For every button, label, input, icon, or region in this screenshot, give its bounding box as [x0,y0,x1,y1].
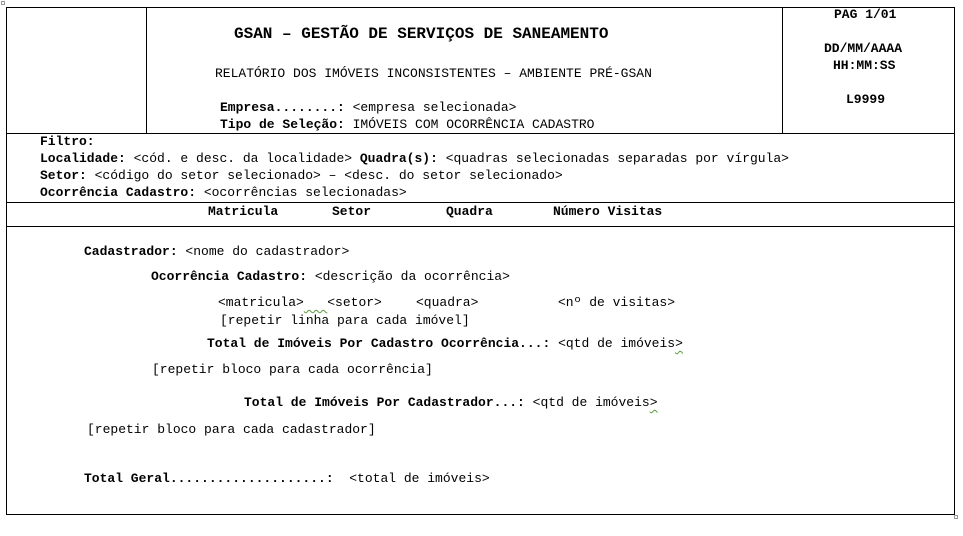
repeat-cadastrador-note: [repetir bloco para cada cadastrador] [87,422,376,437]
total-cadastrador-line [244,395,658,411]
filter-localidade-line [40,151,789,167]
report-time: HH:MM:SS [833,58,896,73]
cadastrador-value: <nome do cadastrador> [177,244,350,259]
empresa-label: Empresa........: [220,100,345,115]
total-ocorrencia-line [207,336,683,352]
ocorrencia-label: Ocorrência Cadastro: [151,269,308,284]
ocorrencia-value: <descrição da ocorrência> [307,269,510,284]
tipo-selecao-value: IMÓVEIS COM OCORRÊNCIA CADASTRO [344,117,595,132]
filter-setor-label: Setor: [40,168,87,183]
page-number: PAG 1/01 [834,7,897,22]
report-system-title: GSAN – GESTÃO DE SERVIÇOS DE SANEAMENTO [234,25,609,43]
repeat-ocorrencia-note: [repetir bloco para cada ocorrência] [152,362,433,377]
ocorrencia-line [151,269,510,285]
header-right-divider [782,7,783,134]
total-ocorrencia-label: Total de Imóveis Por Cadastro Ocorrência...: [207,336,551,351]
report-code: L9999 [846,92,886,107]
report-date: DD/MM/AAAA [824,41,903,56]
row-setor: <setor> [327,295,382,310]
row-visitas: <nº de visitas> [558,295,676,310]
total-geral-value: <total de imóveis> [333,471,490,486]
total-ocorrencia-close: > [675,336,683,351]
empresa-line [220,100,516,116]
row-matricula: <matricula> [218,295,304,310]
columns-bottom-line [6,226,955,227]
row-gap [304,295,327,310]
tipo-selecao-label: Tipo de Seleção: [220,117,345,132]
header-bottom-line [6,133,955,134]
corner-mark-top-left [1,1,5,5]
filter-quadras-label: Quadra(s): [359,151,438,166]
filter-ocorrencia-line [40,185,407,201]
filter-localidade-value: <cód. e desc. da localidade> [125,151,360,166]
filter-localidade-label: Localidade: [40,151,126,166]
column-header-matricula: Matricula [208,204,279,219]
column-header-numero-visitas: Número Visitas [553,204,663,219]
filter-bottom-line [6,202,955,203]
corner-mark-bottom-right [954,515,958,519]
total-cadastrador-value: <qtd de imóveis [524,395,650,410]
column-header-setor: Setor [332,204,372,219]
filter-ocorrencia-value: <ocorrências selecionadas> [196,185,407,200]
total-cadastrador-label: Total de Imóveis Por Cadastrador...: [244,395,525,410]
tipo-selecao-line [220,117,594,133]
filter-title: Filtro: [40,134,95,149]
filter-setor-line [40,168,563,184]
header-left-divider [146,7,147,134]
filter-setor-value: <código do setor selecionado> – <desc. do setor selecionado> [86,168,563,183]
column-header-quadra: Quadra [446,204,493,219]
repeat-row-note: [repetir linha para cada imóvel] [220,313,470,328]
cadastrador-line [84,244,349,260]
imovel-row [218,295,382,311]
filter-quadras-value: <quadras selecionadas separadas por vírgula> [437,151,789,166]
report-subtitle: RELATÓRIO DOS IMÓVEIS INCONSISTENTES – AMBIENTE PRÉ-GSAN [215,66,652,81]
filter-ocorrencia-label: Ocorrência Cadastro: [40,185,197,200]
total-geral-label: Total Geral....................: [84,471,334,486]
total-cadastrador-close: > [649,395,658,410]
report-frame [6,7,955,515]
row-quadra: <quadra> [416,295,479,310]
empresa-value: <empresa selecionada> [344,100,517,115]
cadastrador-label: Cadastrador: [84,244,178,259]
total-geral-line [84,471,490,487]
total-ocorrencia-value: <qtd de imóveis [550,336,676,351]
